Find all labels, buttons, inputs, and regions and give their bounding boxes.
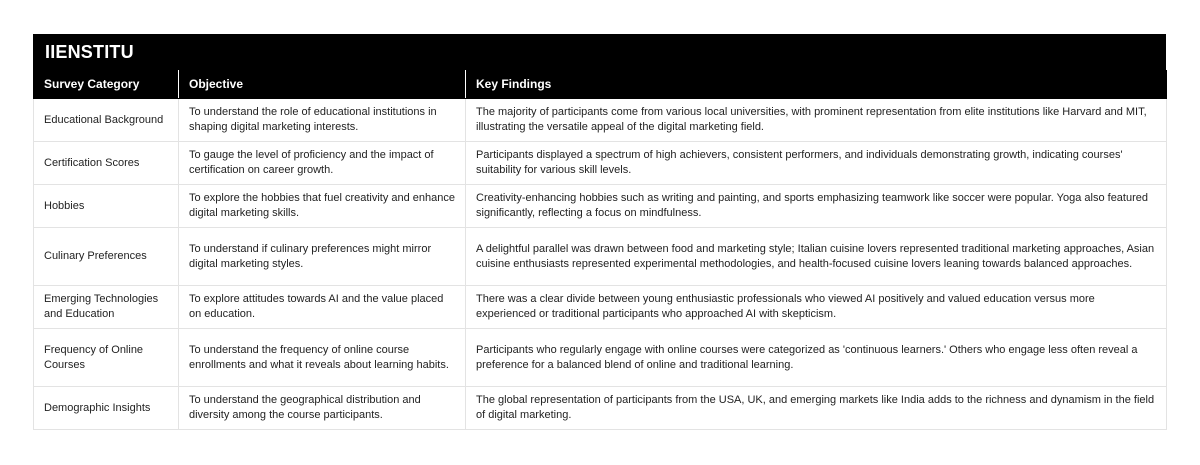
cell-findings: A delightful parallel was drawn between food and marketing style; Italian cuisine lovers represented traditional marketing approaches, Asian cuisine enthusiasts represented experimental methodologies, and health-focused cuisine lovers leaning towards balanced approaches. — [466, 228, 1167, 286]
cell-category: Hobbies — [34, 185, 179, 228]
cell-findings: The majority of participants come from various local universities, with prominent representation from elite institutions like Harvard and MIT, illustrating the versatile appeal of the digital marketing field. — [466, 99, 1167, 142]
cell-findings: Creativity-enhancing hobbies such as writing and painting, and sports emphasizing teamwork like soccer were popular. Yoga also featured significantly, reflecting a focus on mindfulness. — [466, 185, 1167, 228]
column-header-objective: Objective — [179, 70, 466, 99]
table-row — [34, 228, 1167, 286]
table-row — [34, 142, 1167, 185]
brand-title: IIENSTITU — [45, 41, 134, 62]
cell-findings: There was a clear divide between young enthusiastic professionals who viewed AI positively and valued education versus more experienced or traditional participants who approached AI with skepticism. — [466, 286, 1167, 329]
cell-findings: The global representation of participants from the USA, UK, and emerging markets like India adds to the richness and dynamism in the field of digital marketing. — [466, 387, 1167, 430]
brand-header — [33, 34, 1166, 70]
cell-category: Certification Scores — [34, 142, 179, 185]
table-row — [34, 99, 1167, 142]
table-header-row — [34, 70, 1167, 99]
cell-category: Emerging Technologies and Education — [34, 286, 179, 329]
table-row — [34, 286, 1167, 329]
cell-findings: Participants displayed a spectrum of high achievers, consistent performers, and individuals demonstrating growth, indicating courses' suitability for various skill levels. — [466, 142, 1167, 185]
cell-category: Culinary Preferences — [34, 228, 179, 286]
cell-objective: To understand the geographical distribution and diversity among the course participants. — [179, 387, 466, 430]
cell-objective: To gauge the level of proficiency and the impact of certification on career growth. — [179, 142, 466, 185]
survey-table — [33, 70, 1167, 430]
cell-objective: To explore the hobbies that fuel creativity and enhance digital marketing skills. — [179, 185, 466, 228]
cell-objective: To understand the role of educational institutions in shaping digital marketing interests. — [179, 99, 466, 142]
cell-findings: Participants who regularly engage with online courses were categorized as 'continuous learners.' Others who engage less often reveal a preference for a balanced blend of online and traditional learning. — [466, 329, 1167, 387]
column-header-category: Survey Category — [34, 70, 179, 99]
cell-objective: To understand the frequency of online course enrollments and what it reveals about learning habits. — [179, 329, 466, 387]
cell-objective: To explore attitudes towards AI and the value placed on education. — [179, 286, 466, 329]
survey-table-container — [33, 34, 1166, 430]
cell-category: Frequency of Online Courses — [34, 329, 179, 387]
column-header-findings: Key Findings — [466, 70, 1167, 99]
table-row — [34, 185, 1167, 228]
cell-category: Demographic Insights — [34, 387, 179, 430]
table-row — [34, 387, 1167, 430]
table-row — [34, 329, 1167, 387]
cell-objective: To understand if culinary preferences might mirror digital marketing styles. — [179, 228, 466, 286]
cell-category: Educational Background — [34, 99, 179, 142]
